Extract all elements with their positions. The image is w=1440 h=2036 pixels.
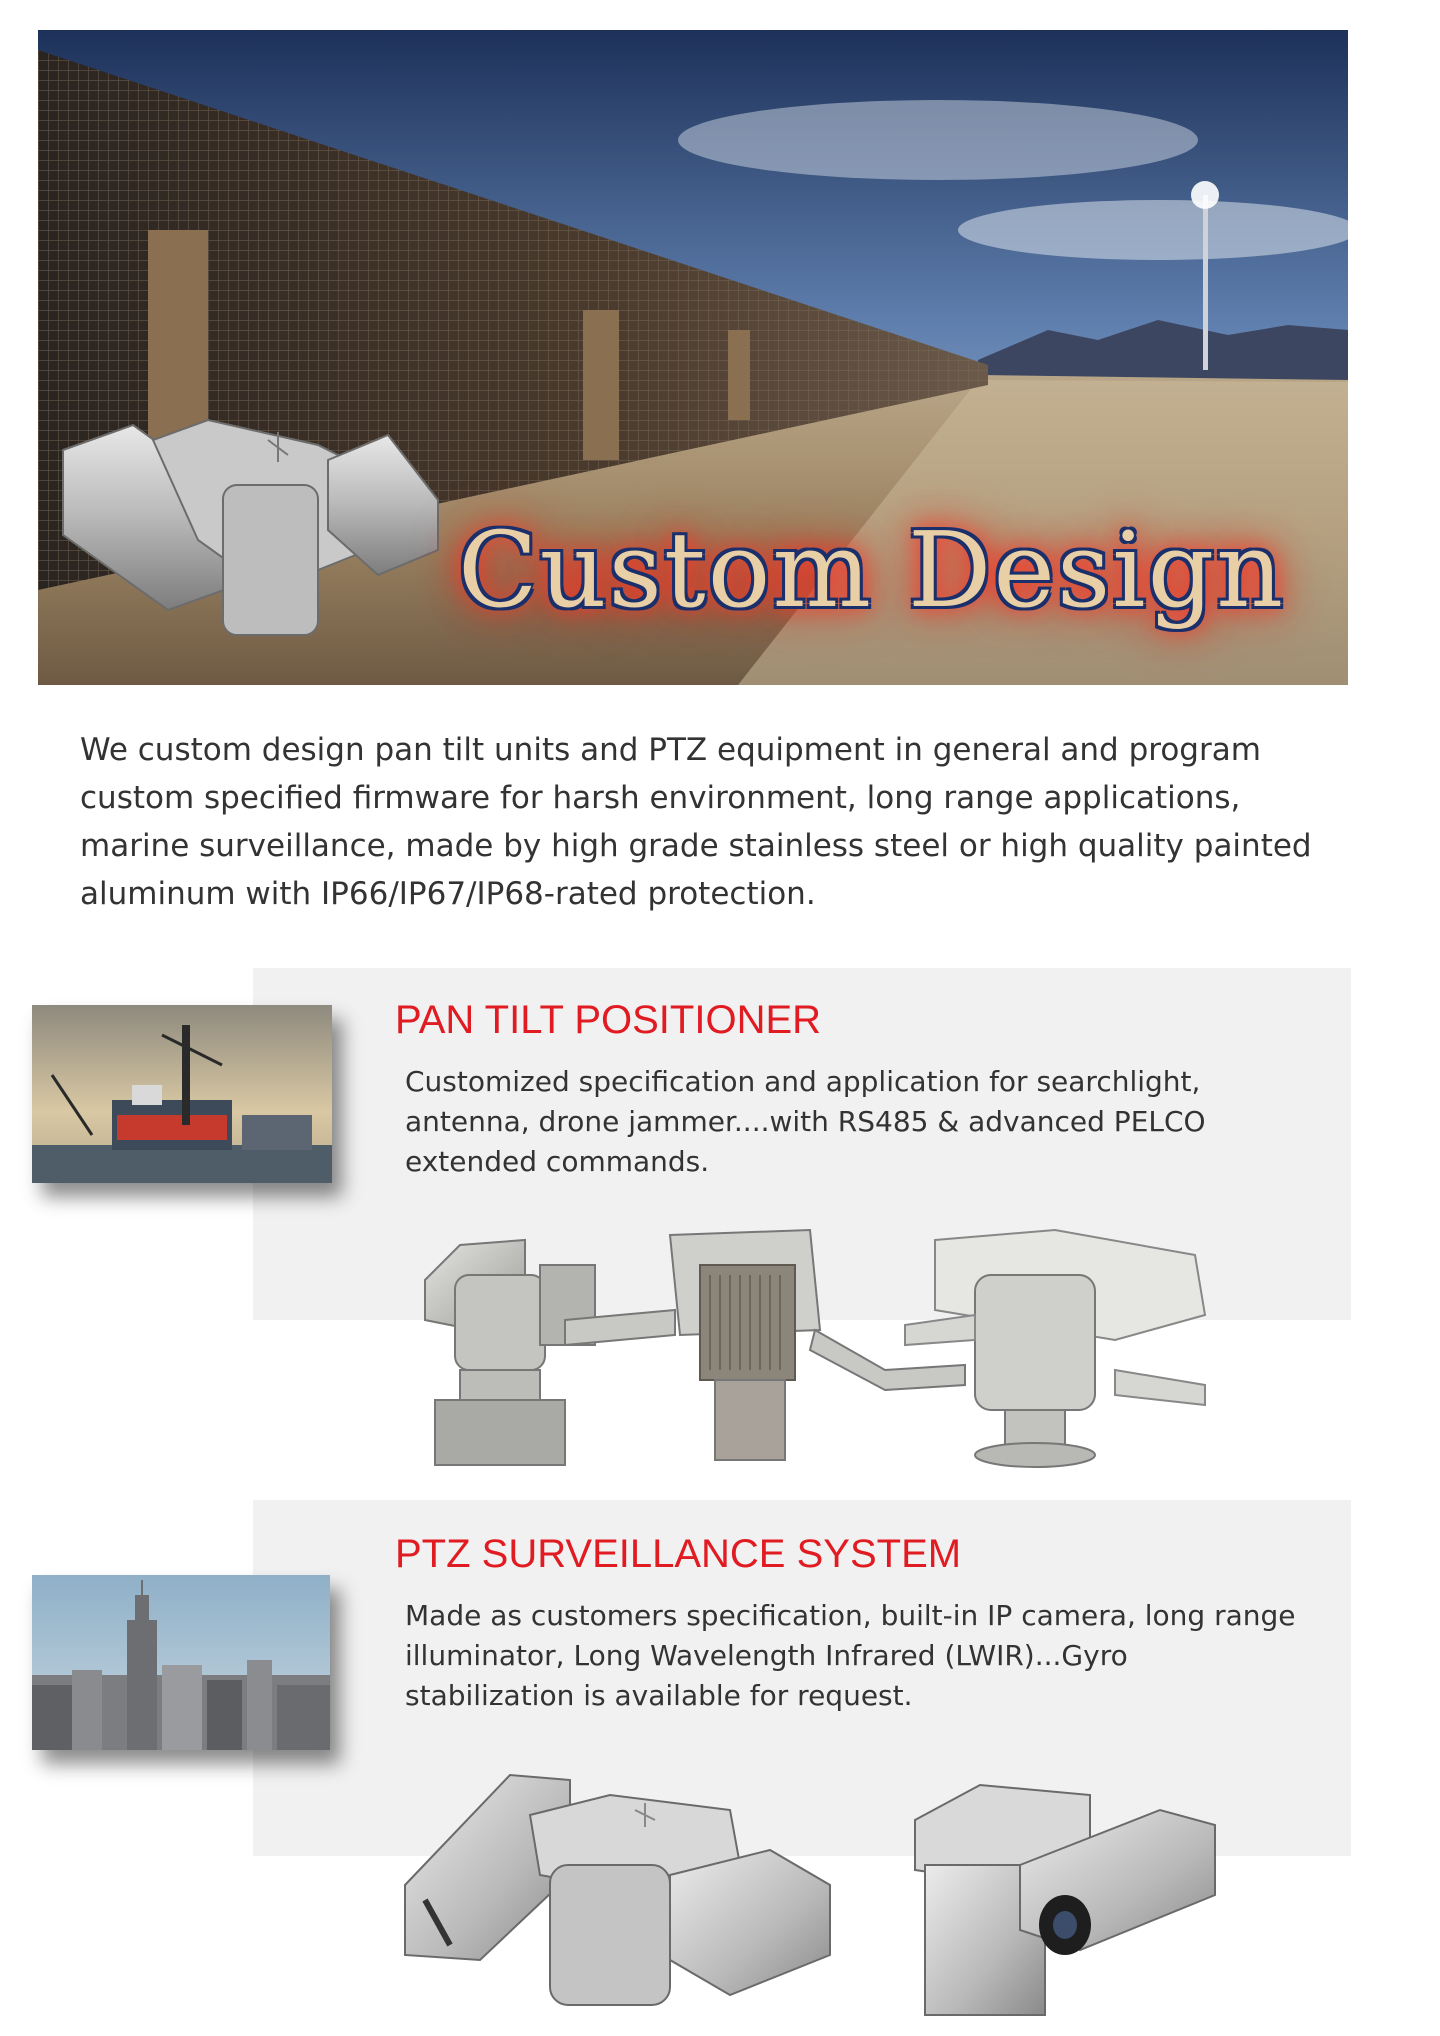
hero-banner	[38, 30, 1348, 685]
stainless-ptz-camera-icon	[915, 1785, 1215, 2015]
city-skyline-thumbnail	[32, 1575, 330, 1750]
section-title: PAN TILT POSITIONER	[395, 998, 822, 1042]
ptz-surveillance-products	[400, 1755, 1230, 2025]
section-title: PTZ SURVEILLANCE SYSTEM	[395, 1532, 962, 1576]
pan-tilt-unit-icon	[425, 1240, 595, 1465]
section-body: Customized specification and application for searchlight, antenna, drone jammer....with RS485 & advanced PELCO extended commands.	[405, 1065, 1206, 1178]
section-body: Made as customers specification, built-in IP camera, long range illuminator, Long Wavelength Infrared (LWIR)...Gyro stabilization is available for request.	[405, 1599, 1296, 1712]
hero-title: Custom Design	[458, 509, 1286, 631]
intro-paragraph: We custom design pan tilt units and PTZ equipment in general and program custom specified firmware for harsh environment, long range applications, marine surveillance, made by high grade stainless steel or high quality painted aluminum with IP66/IP67/IP68-rated protection.	[80, 732, 1312, 912]
harbor-thumbnail	[32, 1005, 332, 1183]
dual-camera-ptz-icon	[405, 1775, 830, 2005]
pan-tilt-products	[415, 1220, 1265, 1475]
pan-tilt-unit-icon	[905, 1230, 1205, 1467]
